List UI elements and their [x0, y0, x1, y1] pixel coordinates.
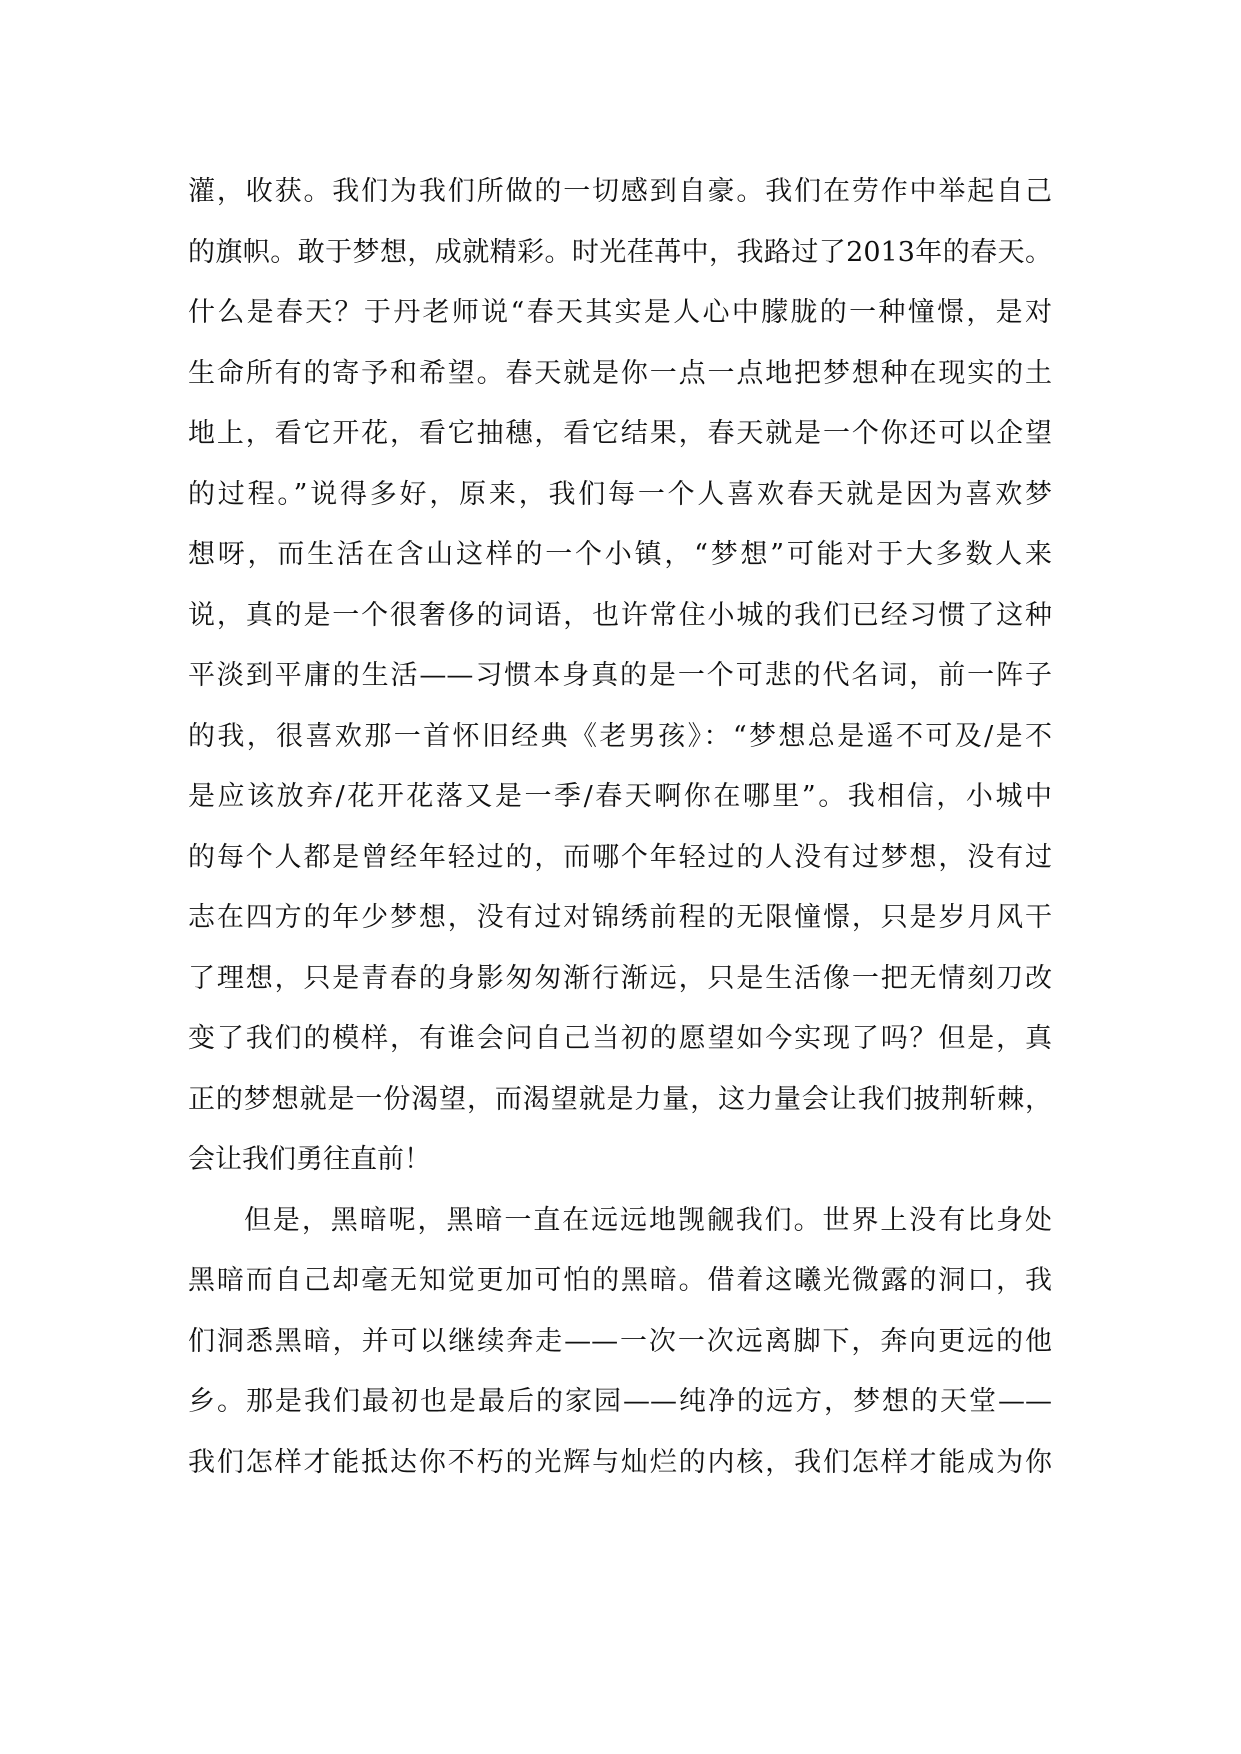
text-line: 是应该放弃/花开花落又是一季/春天啊你在哪里”。我相信，小城中 [188, 781, 1052, 812]
text-line: 的旗帜。敢于梦想，成就精彩。时光荏苒中，我路过了2013年的春天。 [188, 236, 1052, 268]
text-line: 正的梦想就是一份渴望，而渴望就是力量，这力量会让我们披荆斩棘， [188, 1083, 1052, 1115]
text-line: 黑暗而自己却毫无知觉更加可怕的黑暗。借着这曦光微露的洞口，我 [188, 1265, 1052, 1296]
text-line: 平淡到平庸的生活——习惯本身真的是一个可悲的代名词，前一阵子 [188, 660, 1052, 691]
body-text [188, 162, 1052, 1493]
text-line: 志在四方的年少梦想，没有过对锦绣前程的无限憧憬，只是岁月风干 [188, 902, 1052, 933]
paragraph-end-line: 会让我们勇往直前！ [188, 1144, 431, 1175]
text-line: 了理想，只是青春的身影匆匆渐行渐远，只是生活像一把无情刻刀改 [188, 962, 1052, 994]
text-line: 们洞悉黑暗，并可以继续奔走——一次一次远离脚下，奔向更远的他 [188, 1325, 1052, 1357]
text-line: 的我，很喜欢那一首怀旧经典《老男孩》：“梦想总是遥不可及/是不 [188, 720, 1052, 752]
text-line: 乡。那是我们最初也是最后的家园——纯净的远方，梦想的天堂—— [188, 1386, 1052, 1417]
text-line: 说，真的是一个很奢侈的词语，也许常住小城的我们已经习惯了这种 [188, 599, 1052, 631]
text-line: 我们怎样才能抵达你不朽的光辉与灿烂的内核，我们怎样才能成为你 [188, 1446, 1052, 1478]
text-line: 地上，看它开花，看它抽穗，看它结果，春天就是一个你还可以企望 [188, 418, 1052, 449]
text-line: 什么是春天？于丹老师说“春天其实是人心中朦胧的一种憧憬，是对 [188, 297, 1052, 328]
text-line: 生命所有的寄予和希望。春天就是你一点一点地把梦想种在现实的土 [188, 357, 1052, 389]
text-line: 的过程。”说得多好，原来，我们每一个人喜欢春天就是因为喜欢梦 [188, 478, 1052, 510]
text-line: 的每个人都是曾经年轻过的，而哪个年轻过的人没有过梦想，没有过 [188, 841, 1052, 873]
text-line: 灌，收获。我们为我们所做的一切感到自豪。我们在劳作中举起自己 [188, 176, 1052, 207]
text-line: 变了我们的模样，有谁会问自己当初的愿望如今实现了吗？但是，真 [188, 1023, 1052, 1054]
text-line: 想呀，而生活在含山这样的一个小镇，“梦想”可能对于大多数人来 [188, 539, 1052, 570]
paragraph-start-line: 但是，黑暗呢，黑暗一直在远远地觊觎我们。世界上没有比身处 [244, 1204, 1052, 1236]
